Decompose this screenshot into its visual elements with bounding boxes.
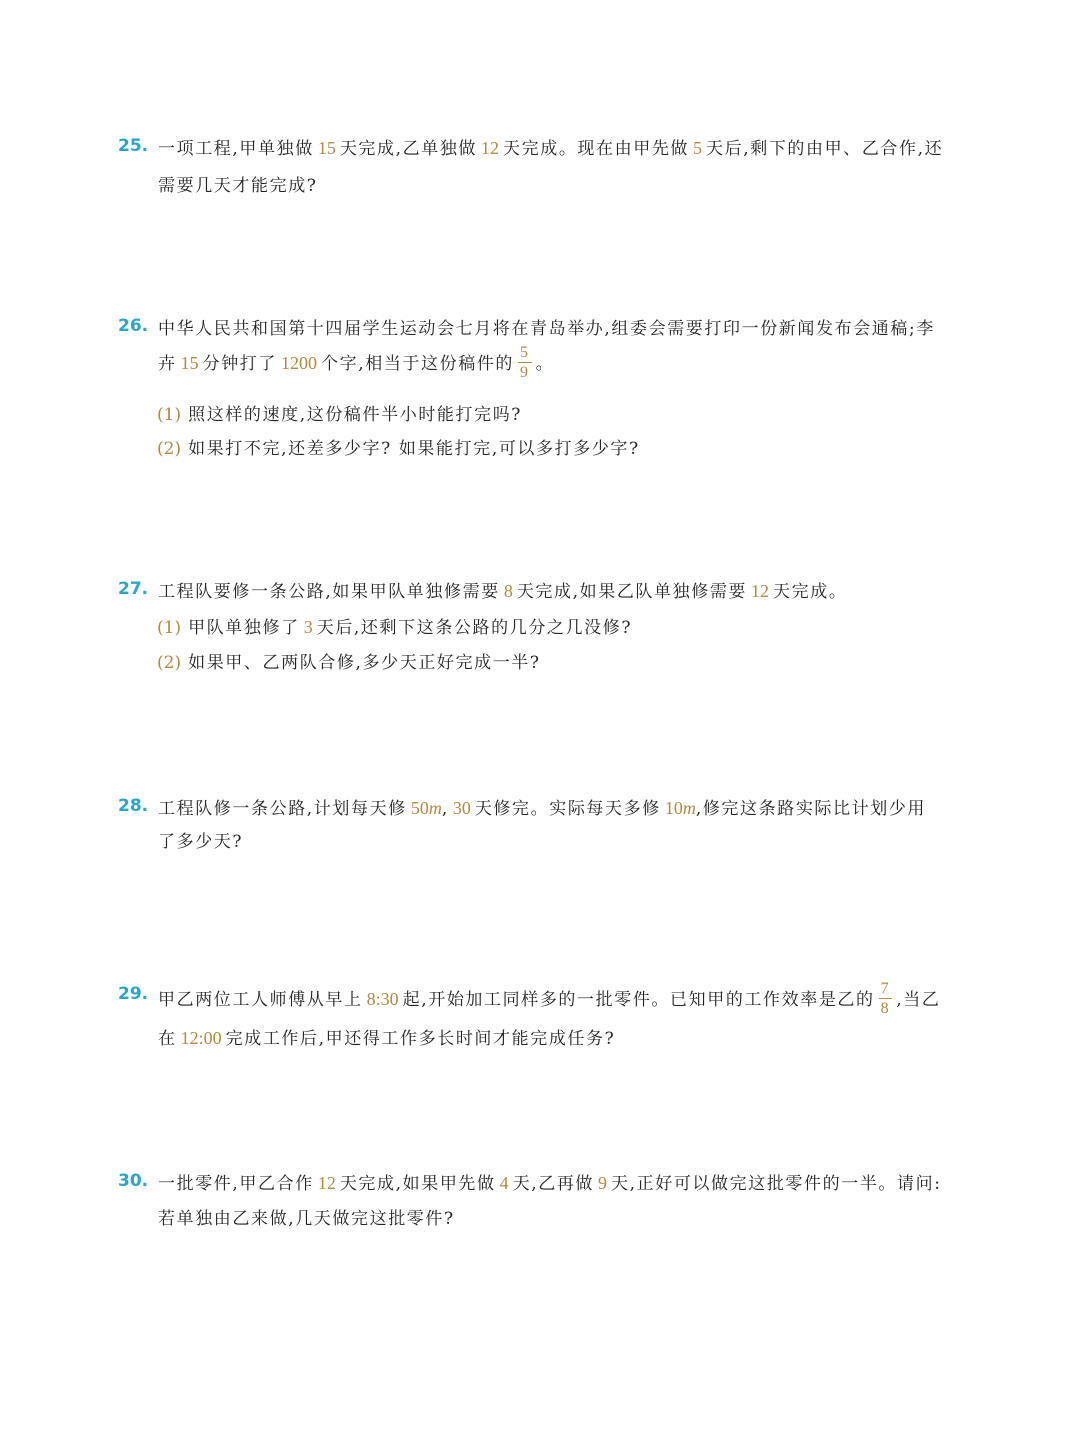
sub-question-label: (1) [157,618,182,638]
sub-question-label: (2) [157,653,182,673]
value-unit: m [682,798,696,818]
value: 12:00 [180,1028,222,1048]
text-segment: 一项工程,甲单独做 [158,139,314,159]
problem-text-line [158,1169,942,1194]
text-segment: 天后,剩下的由甲、乙合作,还 [706,139,944,159]
value: 4 [499,1173,509,1193]
sub-question-text: 照这样的速度,这份稿件半小时能打完吗? [188,405,523,425]
text-segment: 天后,还剩下这条公路的几分之几没修? [316,618,633,638]
text-segment: 一批零件,甲乙合作 [158,1174,314,1194]
sub-question-1 [157,400,522,425]
text-segment: 天,正好可以做完这批零件的一半。请问: [611,1174,942,1194]
problem-text-line: 若单独由乙来做,几天做完这批零件? [158,1209,455,1229]
problem-text-line [158,794,926,819]
text-segment: 天修完。实际每天多修 [474,799,661,819]
value: 12 [317,1173,336,1193]
value: 9 [598,1173,608,1193]
sub-question-text: 如果打不完,还差多少字? 如果能打完,可以多打多少字? [188,439,640,459]
problem-text-line: 需要几天才能完成? [158,176,318,196]
value: 3 [303,617,313,637]
value: 8 [503,581,513,601]
sub-question-text: 如果甲、乙两队合修,多少天正好完成一半? [188,653,541,673]
text-segment: 天完成。现在由甲先做 [503,139,690,159]
sub-question-2 [157,648,541,673]
text-segment: 工程队要修一条公路,如果甲队单独修需要 [158,582,500,602]
value: 15 [180,353,199,373]
value-number: 10 [664,798,683,818]
problem-text-line [158,577,847,602]
text-segment: 工程队修一条公路,计划每天修 [158,799,407,819]
fraction-numerator: 5 [520,344,530,361]
text-segment: , [441,799,449,819]
value-unit: m [428,798,442,818]
sub-question-1 [157,613,632,638]
problem-text-line [158,1024,615,1049]
text-segment: ,修完这条路实际比计划少用 [695,799,927,819]
value [661,798,696,818]
text-segment: 甲乙两位工人师傅从早上 [158,990,363,1010]
problem-number: 30. [118,1171,149,1191]
text-segment: 天完成,如果甲先做 [339,1174,496,1194]
text-segment: 天完成,乙单独做 [339,139,478,159]
text-segment: ,当乙 [896,990,941,1010]
fraction-denominator: 8 [880,1000,891,1017]
text-segment: 卉 [158,354,177,374]
value: 5 [693,138,703,158]
text-segment: 个字,相当于这份稿件的 [321,354,515,374]
sub-question-2 [157,434,640,459]
value: 12 [751,581,770,601]
text-segment: 天完成,如果乙队单独修需要 [516,582,748,602]
value: 1200 [281,353,318,373]
fraction [518,344,532,381]
text-segment: 完成工作后,甲还得工作多长时间才能完成任务? [225,1029,616,1049]
text-segment: 。 [535,354,555,374]
value: 15 [317,138,336,158]
problem-number: 28. [118,796,149,816]
value: 8:30 [366,989,399,1009]
value [407,798,442,818]
text-segment: 起,开始加工同样多的一批零件。已知甲的工作效率是乙的 [402,990,875,1010]
text-segment: 天完成。 [773,582,848,602]
text-segment: 甲队单独修了 [188,618,300,638]
text-segment: 分钟打了 [202,354,278,374]
problem-text-line [158,346,554,383]
value: 12 [481,138,500,158]
problem-number: 26. [118,316,149,336]
fraction-denominator: 9 [520,364,530,381]
problem-number: 29. [118,984,149,1004]
text-segment: 在 [158,1029,177,1049]
problem-text-line: 了多少天? [158,832,244,852]
fraction [879,980,893,1017]
problem-text-line [158,982,940,1019]
sub-question-label: (1) [157,405,182,425]
problem-number: 27. [118,579,149,599]
problem-text-line: 中华人民共和国第十四届学生运动会七月将在青岛举办,组委会需要打印一份新闻发布会通稿;李 [158,319,935,339]
problem-number: 25. [118,136,149,156]
text-segment: 天,乙再做 [512,1174,595,1194]
fraction-numerator: 7 [880,980,891,997]
value: 30 [452,798,471,818]
value-number: 50 [410,798,429,818]
sub-question-label: (2) [157,439,182,459]
problem-text-line [158,134,943,159]
